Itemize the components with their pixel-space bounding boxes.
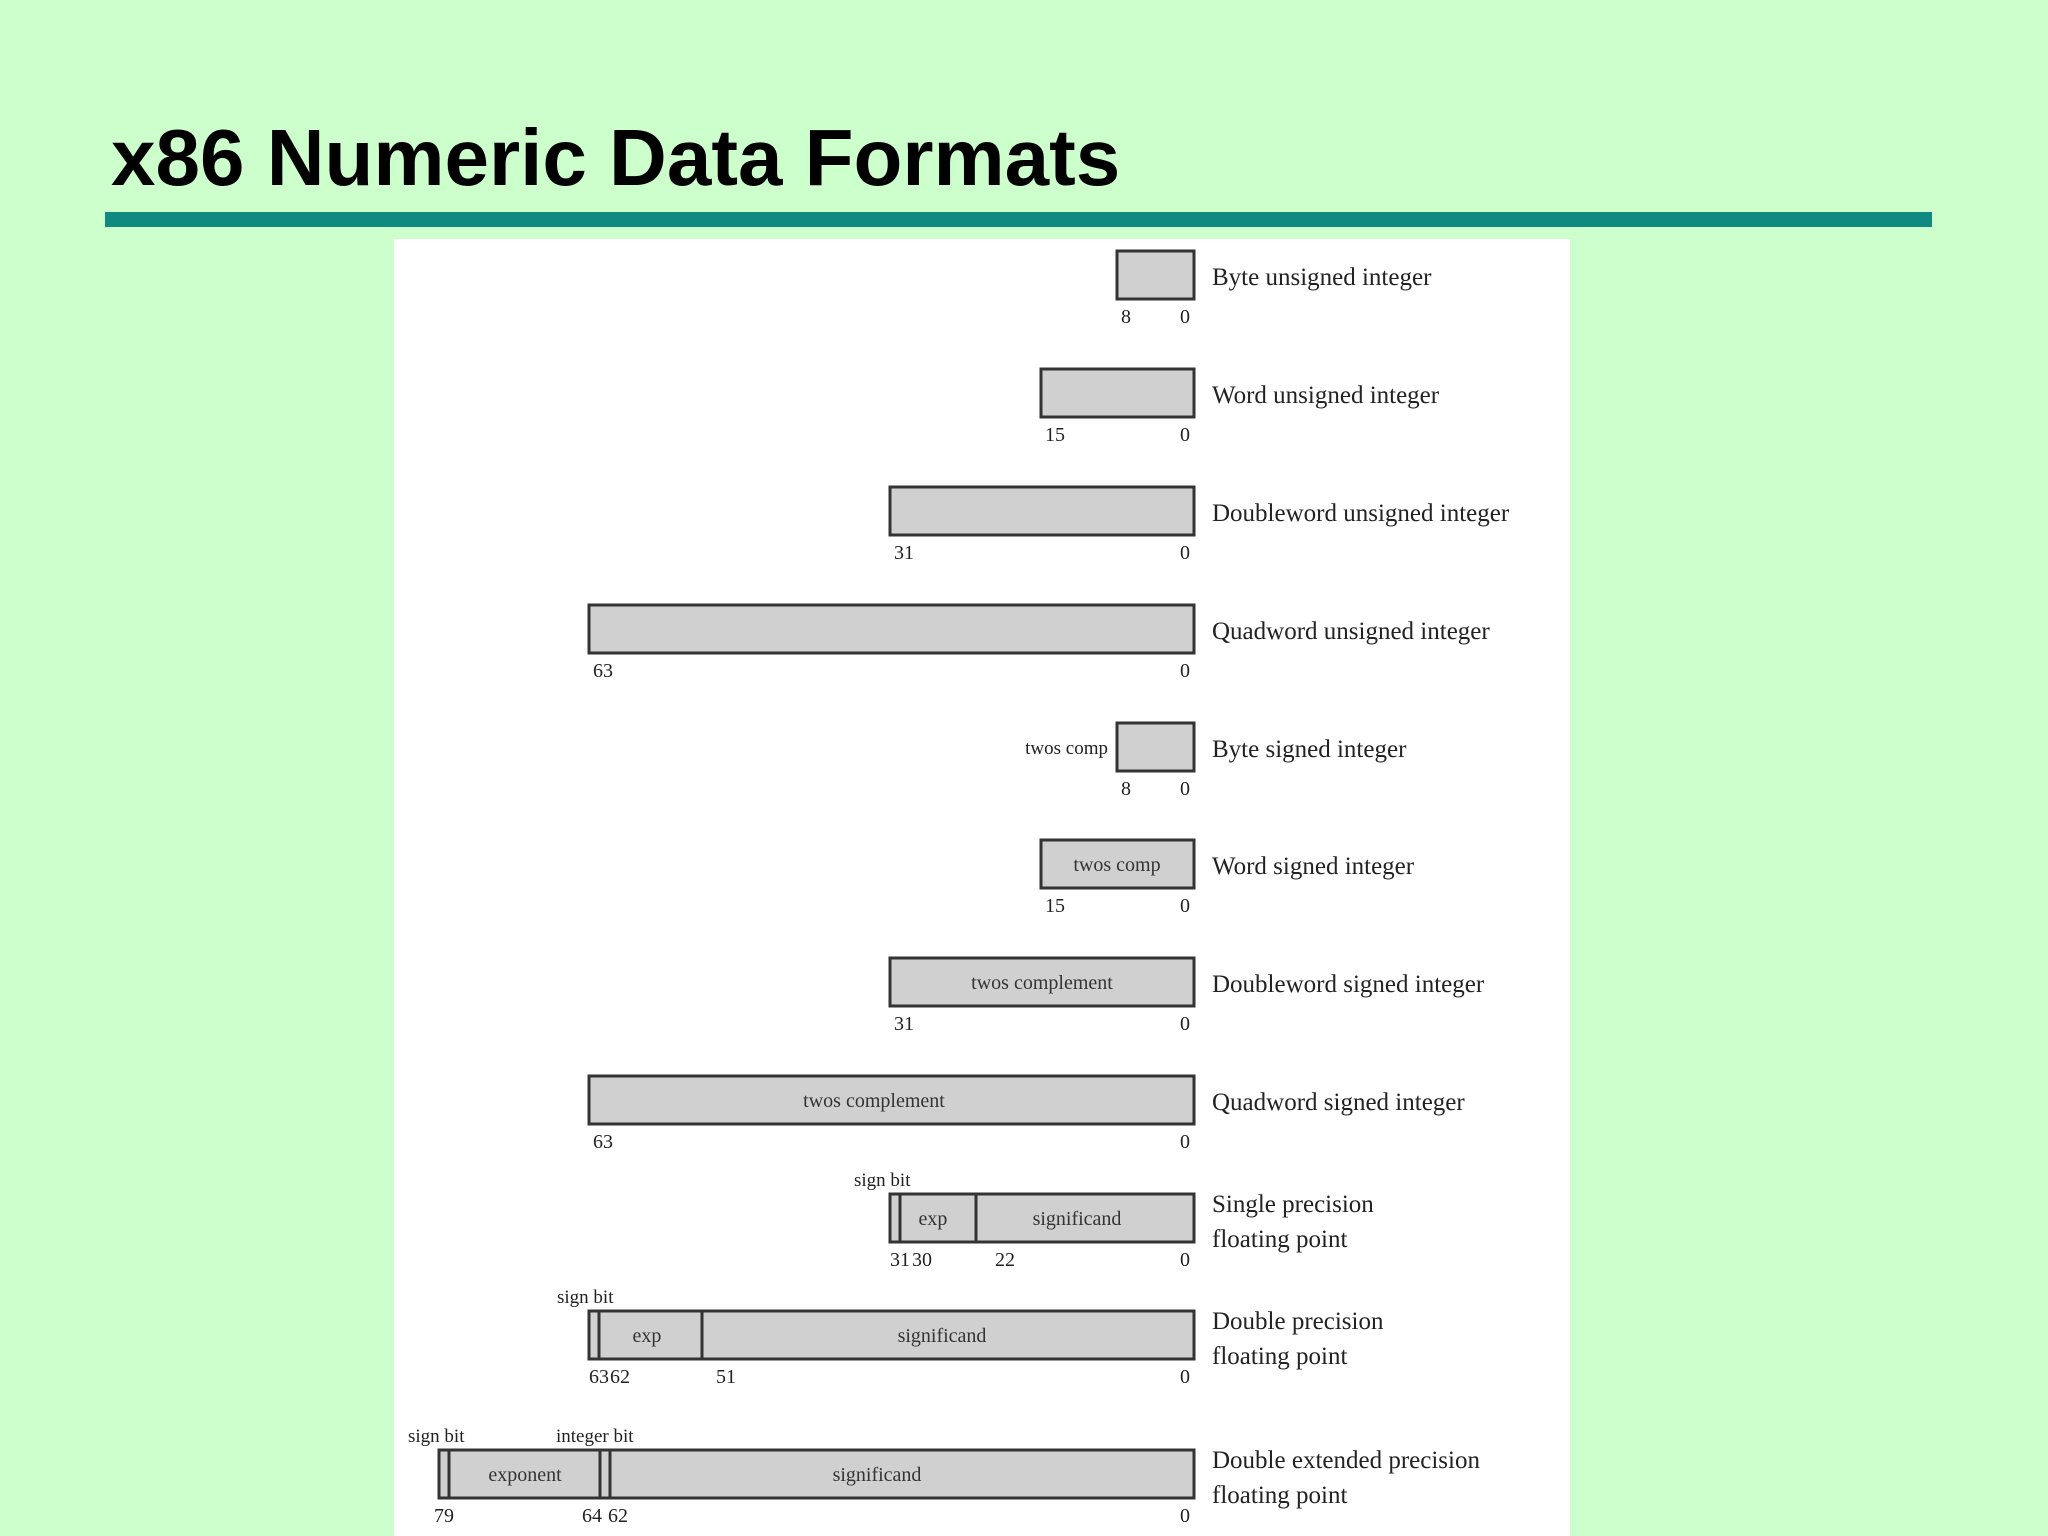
bit-position-label: 0 bbox=[1180, 895, 1190, 917]
bit-position-label: 62 bbox=[608, 1505, 628, 1527]
bit-position-label: 62 bbox=[610, 1366, 630, 1388]
bit-position-label: 63 bbox=[593, 1131, 613, 1153]
format-name: floating point bbox=[1212, 1226, 1348, 1253]
format-bar bbox=[890, 487, 1194, 535]
bit-position-label: 63 bbox=[593, 660, 613, 682]
format-name: Quadword unsigned integer bbox=[1212, 618, 1490, 645]
bit-position-label: 0 bbox=[1180, 306, 1190, 328]
format-bar bbox=[1117, 251, 1194, 299]
format-name: Doubleword signed integer bbox=[1212, 971, 1485, 998]
bit-position-label: 64 bbox=[582, 1505, 602, 1527]
field-label: exponent bbox=[488, 1464, 562, 1486]
field-label: exp bbox=[918, 1208, 948, 1230]
format-bar bbox=[1041, 369, 1194, 417]
field-label: significand bbox=[832, 1464, 922, 1486]
format-name: Word signed integer bbox=[1212, 853, 1415, 880]
bit-position-label: 0 bbox=[1180, 1013, 1190, 1035]
field-label: twos comp bbox=[1073, 854, 1161, 876]
format-name: Double precision bbox=[1212, 1308, 1384, 1335]
bit-position-label: 8 bbox=[1121, 306, 1131, 328]
format-name: Single precision bbox=[1212, 1191, 1374, 1218]
bit-position-label: 31 bbox=[894, 1013, 914, 1035]
bit-position-label: 31 bbox=[894, 542, 914, 564]
format-name: floating point bbox=[1212, 1482, 1348, 1509]
bit-annotation: integer bit bbox=[556, 1426, 634, 1447]
field-label: significand bbox=[897, 1325, 987, 1347]
format-bar bbox=[589, 1311, 1194, 1359]
field-label-outside: twos comp bbox=[1025, 738, 1108, 759]
bit-position-label: 0 bbox=[1180, 542, 1190, 564]
field-label: twos complement bbox=[803, 1090, 945, 1112]
bit-annotation: sign bit bbox=[408, 1426, 465, 1447]
format-name: Word unsigned integer bbox=[1212, 382, 1440, 409]
bit-position-label: 31 bbox=[890, 1249, 910, 1271]
format-name: floating point bbox=[1212, 1343, 1348, 1370]
field-label: exp bbox=[632, 1325, 662, 1347]
format-name: Byte unsigned integer bbox=[1212, 264, 1432, 291]
format-name: Double extended precision bbox=[1212, 1447, 1480, 1474]
bit-position-label: 79 bbox=[434, 1505, 454, 1527]
bit-position-label: 22 bbox=[995, 1249, 1015, 1271]
bit-position-label: 63 bbox=[589, 1366, 609, 1388]
bit-position-label: 15 bbox=[1045, 895, 1065, 917]
field-label: twos complement bbox=[971, 972, 1113, 994]
bit-position-label: 0 bbox=[1180, 1249, 1190, 1271]
bit-position-label: 15 bbox=[1045, 424, 1065, 446]
bit-position-label: 0 bbox=[1180, 660, 1190, 682]
bit-position-label: 30 bbox=[912, 1249, 932, 1271]
format-bar bbox=[1117, 723, 1194, 771]
title-underline bbox=[105, 212, 1932, 227]
format-name: Byte signed integer bbox=[1212, 736, 1407, 763]
format-bar bbox=[589, 605, 1194, 653]
bit-position-label: 51 bbox=[716, 1366, 736, 1388]
bit-position-label: 0 bbox=[1180, 424, 1190, 446]
bit-position-label: 0 bbox=[1180, 1366, 1190, 1388]
data-format-figure bbox=[394, 239, 1570, 1536]
bit-position-label: 8 bbox=[1121, 778, 1131, 800]
bit-annotation: sign bit bbox=[854, 1170, 911, 1191]
bit-annotation: sign bit bbox=[557, 1287, 614, 1308]
bit-position-label: 0 bbox=[1180, 778, 1190, 800]
bit-position-label: 0 bbox=[1180, 1131, 1190, 1153]
bit-position-label: 0 bbox=[1180, 1505, 1190, 1527]
format-name: Quadword signed integer bbox=[1212, 1089, 1465, 1116]
format-name: Doubleword unsigned integer bbox=[1212, 500, 1510, 527]
slide-title: x86 Numeric Data Formats bbox=[111, 113, 1121, 202]
format-diagram-svg bbox=[394, 239, 1570, 1536]
field-label: significand bbox=[1032, 1208, 1122, 1230]
